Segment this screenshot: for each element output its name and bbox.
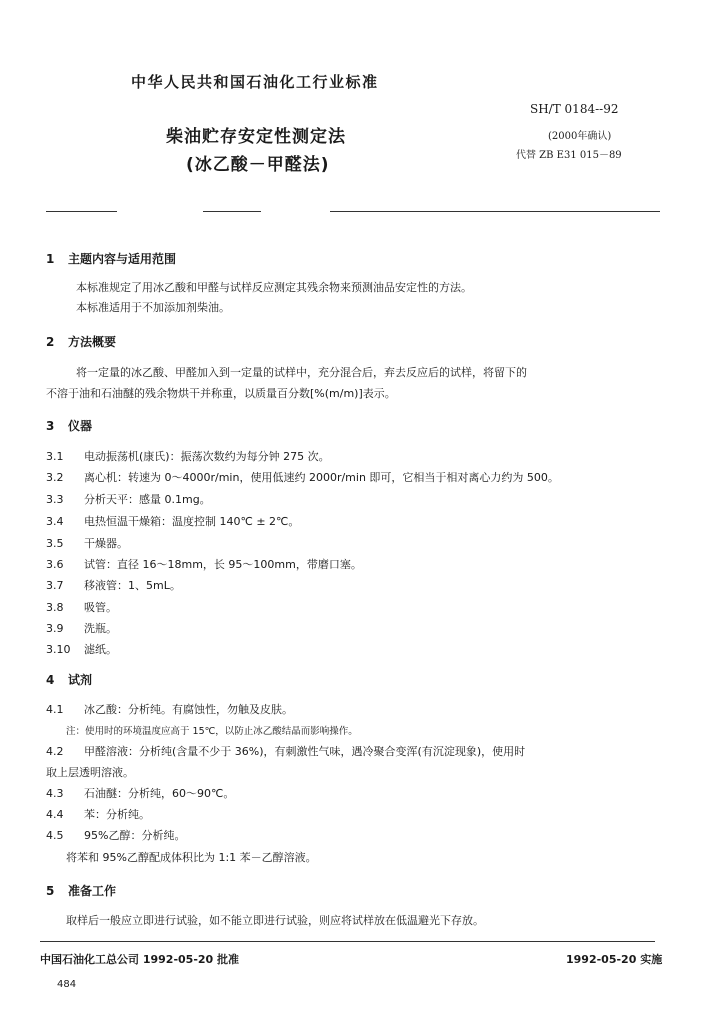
section-title: 准备工作 <box>68 884 117 898</box>
page-number: 484 <box>57 979 77 990</box>
item-number: 3.1 <box>46 450 64 463</box>
reagent-item <box>46 785 234 801</box>
section-5-paragraph-1: 取样后一般应立即进行试验，如不能立即进行试验，则应将试样放在低温避光下存放。 <box>66 914 484 927</box>
section-title: 方法概要 <box>68 335 117 349</box>
instrument-item <box>46 535 128 551</box>
header-rule-2 <box>203 211 261 212</box>
instrument-item <box>46 641 117 657</box>
item-text: 滤纸。 <box>84 643 117 656</box>
instrument-item <box>46 491 211 507</box>
section-number: 1 <box>46 252 55 266</box>
section-2-paragraph-1: 将一定量的冰乙酸、甲醛加入到一定量的试样中，充分混合后，弃去反应后的试样，将留下的 <box>76 366 527 379</box>
item-text: 电热恒温干燥箱：温度控制 140℃ ± 2℃。 <box>84 515 300 528</box>
industry-standard-heading: 中华人民共和国石油化工行业标准 <box>131 73 379 91</box>
item-number: 4.5 <box>46 829 64 842</box>
confirmation-year: (2000年确认) <box>548 131 612 142</box>
item-number: 4.2 <box>46 745 64 758</box>
reagent-item <box>46 743 525 759</box>
section-number: 2 <box>46 335 55 349</box>
item-number: 3.4 <box>46 515 64 528</box>
item-text: 干燥器。 <box>84 537 128 550</box>
implementation-date: 1992-05-20 实施 <box>566 953 663 966</box>
item-text: 甲醛溶液：分析纯(含量不少于 36%)，有刺激性气味，遇冷聚合变浑(有沉淀现象)，使用时 <box>84 745 526 758</box>
item-text: 95%乙醇：分析纯。 <box>84 829 186 842</box>
footer-rule <box>40 941 655 942</box>
instrument-item <box>46 556 362 572</box>
item-text: 石油醚：分析纯，60～90℃。 <box>84 787 235 800</box>
section-number: 4 <box>46 673 55 687</box>
reagent-item <box>46 827 185 843</box>
item-text: 苯：分析纯。 <box>84 808 150 821</box>
header-rule-1 <box>46 211 117 212</box>
item-text: 离心机：转速为 0～4000r/min，使用低速约 2000r/min 即可，它相当于相对离心力约为 500。 <box>84 471 559 484</box>
section-number: 3 <box>46 419 55 433</box>
document-subtitle: (冰乙酸－甲醛法) <box>186 155 330 175</box>
item-text: 吸管。 <box>84 601 117 614</box>
item-text: 冰乙酸：分析纯。有腐蚀性，勿触及皮肤。 <box>84 703 293 716</box>
item-text: 电动振荡机(康氏)：振荡次数约为每分钟 275 次。 <box>84 450 330 463</box>
document-title: 柴油贮存安定性测定法 <box>166 127 346 147</box>
item-number: 3.6 <box>46 558 64 571</box>
reagent-item <box>46 806 150 822</box>
reagent-item <box>46 701 293 717</box>
replaces-standard: 代替 ZB E31 015－89 <box>516 150 622 161</box>
section-number: 5 <box>46 884 55 898</box>
item-number: 3.9 <box>46 622 64 635</box>
section-4-heading <box>46 671 92 688</box>
section-1-heading <box>46 250 176 267</box>
standard-code: SH/T 0184--92 <box>530 102 619 116</box>
item-number: 3.7 <box>46 579 64 592</box>
section-3-heading <box>46 417 92 434</box>
item-number: 4.4 <box>46 808 64 821</box>
item-number: 3.10 <box>46 643 71 656</box>
section-title: 试剂 <box>68 673 93 687</box>
item-number: 4.1 <box>46 703 64 716</box>
header-rule-3 <box>330 211 660 212</box>
instrument-item <box>46 620 117 636</box>
section-5-heading <box>46 882 116 899</box>
section-1-paragraph-2: 本标准适用于不加添加剂柴油。 <box>76 301 230 314</box>
item-text: 移液管：1、5mL。 <box>84 579 181 592</box>
section-title: 主题内容与适用范围 <box>68 252 177 266</box>
section-2-heading <box>46 333 116 350</box>
instrument-item <box>46 577 181 593</box>
approval-line: 中国石油化工总公司 1992-05-20 批准 <box>40 953 240 966</box>
section-1-paragraph-1: 本标准规定了用冰乙酸和甲醛与试样反应测定其残余物来预测油品安定性的方法。 <box>76 281 472 294</box>
item-text: 分析天平：感量 0.1mg。 <box>84 493 211 506</box>
item-number: 3.3 <box>46 493 64 506</box>
instrument-item <box>46 469 559 485</box>
reagent-mix-paragraph: 将苯和 95%乙醇配成体积比为 1:1 苯－乙醇溶液。 <box>66 851 317 864</box>
reagent-note: 注：使用时的环境温度应高于 15℃，以防止冰乙酸结晶而影响操作。 <box>66 726 358 737</box>
item-number: 3.5 <box>46 537 64 550</box>
reagent-item-continuation: 取上层透明溶液。 <box>46 766 134 779</box>
item-number: 3.8 <box>46 601 64 614</box>
item-number: 4.3 <box>46 787 64 800</box>
item-number: 3.2 <box>46 471 64 484</box>
section-2-paragraph-2: 不溶于油和石油醚的残余物烘干并称重，以质量百分数[%(m/m)]表示。 <box>46 387 396 400</box>
instrument-item <box>46 513 299 529</box>
item-text: 洗瓶。 <box>84 622 117 635</box>
item-text: 试管：直径 16～18mm，长 95～100mm，带磨口塞。 <box>84 558 362 571</box>
instrument-item <box>46 599 117 615</box>
section-title: 仪器 <box>68 419 93 433</box>
instrument-item <box>46 448 330 464</box>
